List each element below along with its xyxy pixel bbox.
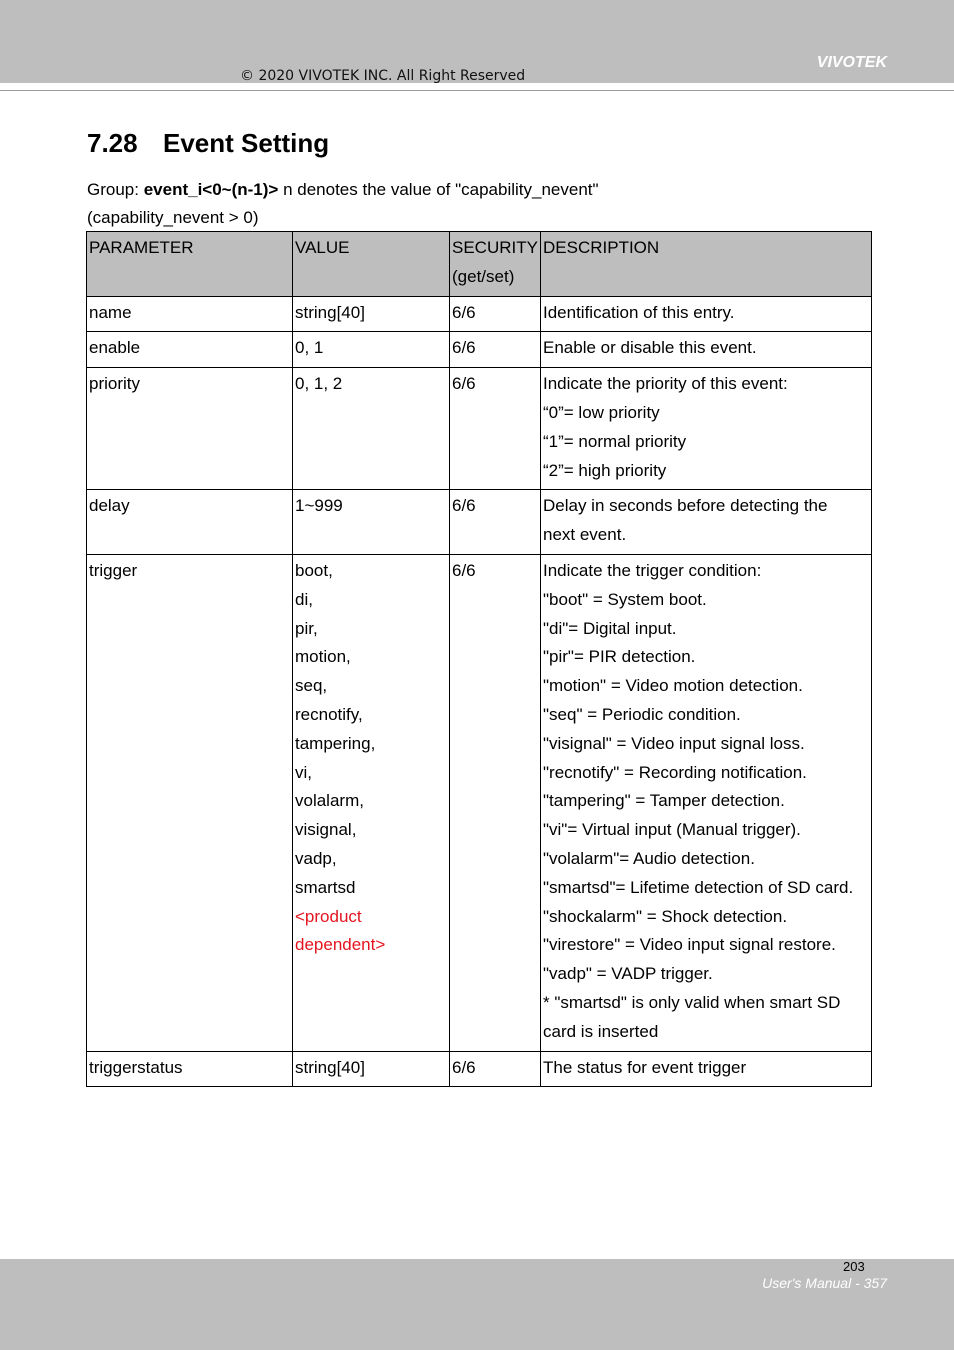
cell-parameter: trigger bbox=[87, 554, 293, 1051]
value-line: pir, bbox=[295, 618, 318, 638]
cell-security: 6/6 bbox=[450, 368, 541, 490]
cell-parameter: enable bbox=[87, 332, 293, 368]
description-line: "virestore" = Video input signal restore. bbox=[543, 935, 836, 955]
value-line: string[40] bbox=[295, 1057, 365, 1077]
cell-security: 6/6 bbox=[450, 490, 541, 555]
description-line: The status for event trigger bbox=[543, 1057, 747, 1077]
description-line: Indicate the priority of this event: bbox=[543, 374, 788, 394]
description-line: "tampering" = Tamper detection. bbox=[543, 791, 785, 811]
group-prefix: Group: bbox=[87, 180, 144, 199]
cell-parameter: delay bbox=[87, 490, 293, 555]
value-note-line: dependent> bbox=[295, 935, 386, 955]
cell-security: 6/6 bbox=[450, 554, 541, 1051]
cell-description bbox=[541, 1051, 872, 1087]
cell-value bbox=[293, 332, 450, 368]
description-line: "pir"= PIR detection. bbox=[543, 647, 696, 667]
group-suffix: n denotes the value of "capability_nevent" bbox=[278, 180, 599, 199]
description-line: "motion" = Video motion detection. bbox=[543, 676, 803, 696]
value-line: 0, 1, 2 bbox=[295, 374, 343, 394]
value-line: tampering, bbox=[295, 733, 376, 753]
cell-parameter: triggerstatus bbox=[87, 1051, 293, 1087]
description-line: “2”= high priority bbox=[543, 460, 667, 480]
value-line: 0, 1 bbox=[295, 338, 324, 358]
description-line: next event. bbox=[543, 525, 627, 545]
cell-value bbox=[293, 368, 450, 490]
header-security-line: (get/set) bbox=[452, 266, 515, 286]
table-row bbox=[87, 296, 872, 332]
description-line: "shockalarm" = Shock detection. bbox=[543, 906, 788, 926]
description-line: * "smartsd" is only valid when smart SD bbox=[543, 992, 841, 1012]
value-line: boot, bbox=[295, 560, 333, 580]
description-line: Delay in seconds before detecting the bbox=[543, 496, 828, 516]
value-line: seq, bbox=[295, 676, 328, 696]
cell-security: 6/6 bbox=[450, 296, 541, 332]
header-description: DESCRIPTION bbox=[541, 232, 872, 297]
description-line: “0”= low priority bbox=[543, 402, 660, 422]
description-line: "seq" = Periodic condition. bbox=[543, 704, 741, 724]
manual-page-label: User's Manual - 357 bbox=[762, 1275, 887, 1291]
brand-logo-text: VIVOTEK bbox=[816, 54, 887, 71]
section-title-text: Event Setting bbox=[163, 128, 330, 158]
table-header-row bbox=[87, 232, 872, 297]
table-row bbox=[87, 554, 872, 1051]
description-line: "smartsd"= Lifetime detection of SD card. bbox=[543, 877, 854, 897]
group-condition: (capability_nevent > 0) bbox=[87, 208, 259, 227]
cell-value bbox=[293, 296, 450, 332]
value-note-line: <product bbox=[295, 906, 362, 926]
description-line: "boot" = System boot. bbox=[543, 589, 707, 609]
table-row bbox=[87, 490, 872, 555]
parameter-table bbox=[86, 231, 872, 1087]
cell-description bbox=[541, 554, 872, 1051]
description-line: "visignal" = Video input signal loss. bbox=[543, 733, 805, 753]
description-line: Enable or disable this event. bbox=[543, 338, 757, 358]
description-line: “1”= normal priority bbox=[543, 431, 687, 451]
cell-security: 6/6 bbox=[450, 332, 541, 368]
group-name: event_i<0~(n-1)> bbox=[143, 180, 279, 199]
description-line: Identification of this entry. bbox=[543, 302, 735, 322]
header-divider bbox=[0, 90, 954, 91]
value-line: recnotify, bbox=[295, 704, 363, 724]
cell-description bbox=[541, 368, 872, 490]
value-line: motion, bbox=[295, 647, 351, 667]
page-number: 203 bbox=[843, 1259, 865, 1274]
table-row bbox=[87, 1051, 872, 1087]
cell-parameter: name bbox=[87, 296, 293, 332]
table-row bbox=[87, 332, 872, 368]
description-line: Indicate the trigger condition: bbox=[543, 560, 762, 580]
header-value: VALUE bbox=[293, 232, 450, 297]
cell-parameter: priority bbox=[87, 368, 293, 490]
description-line: "volalarm"= Audio detection. bbox=[543, 848, 755, 868]
table-body bbox=[87, 296, 872, 1087]
description-line: "recnotify" = Recording notification. bbox=[543, 762, 807, 782]
cell-value bbox=[293, 490, 450, 555]
footer-band bbox=[0, 1259, 954, 1350]
value-line: volalarm, bbox=[295, 791, 364, 811]
table-row bbox=[87, 368, 872, 490]
description-line: "vi"= Virtual input (Manual trigger). bbox=[543, 820, 801, 840]
value-line: di, bbox=[295, 589, 313, 609]
section-number: 7.28 bbox=[87, 128, 138, 158]
section-title bbox=[87, 128, 329, 159]
copyright-notice: © 2020 VIVOTEK INC. All Right Reserved bbox=[240, 68, 526, 84]
value-line: visignal, bbox=[295, 820, 357, 840]
cell-description bbox=[541, 332, 872, 368]
group-line bbox=[87, 176, 599, 204]
header-security bbox=[450, 232, 541, 297]
header-security-line: SECURITY bbox=[452, 238, 538, 257]
value-line: 1~999 bbox=[295, 496, 343, 516]
value-line: smartsd bbox=[295, 877, 356, 897]
header-parameter: PARAMETER bbox=[87, 232, 293, 297]
cell-value bbox=[293, 1051, 450, 1087]
value-line: vi, bbox=[295, 762, 312, 782]
cell-description bbox=[541, 490, 872, 555]
cell-description bbox=[541, 296, 872, 332]
cell-value bbox=[293, 554, 450, 1051]
value-line: vadp, bbox=[295, 848, 337, 868]
value-line: string[40] bbox=[295, 302, 365, 322]
description-line: "vadp" = VADP trigger. bbox=[543, 964, 713, 984]
cell-security: 6/6 bbox=[450, 1051, 541, 1087]
description-line: "di"= Digital input. bbox=[543, 618, 677, 638]
group-intro bbox=[87, 176, 599, 232]
description-line: card is inserted bbox=[543, 1021, 659, 1041]
